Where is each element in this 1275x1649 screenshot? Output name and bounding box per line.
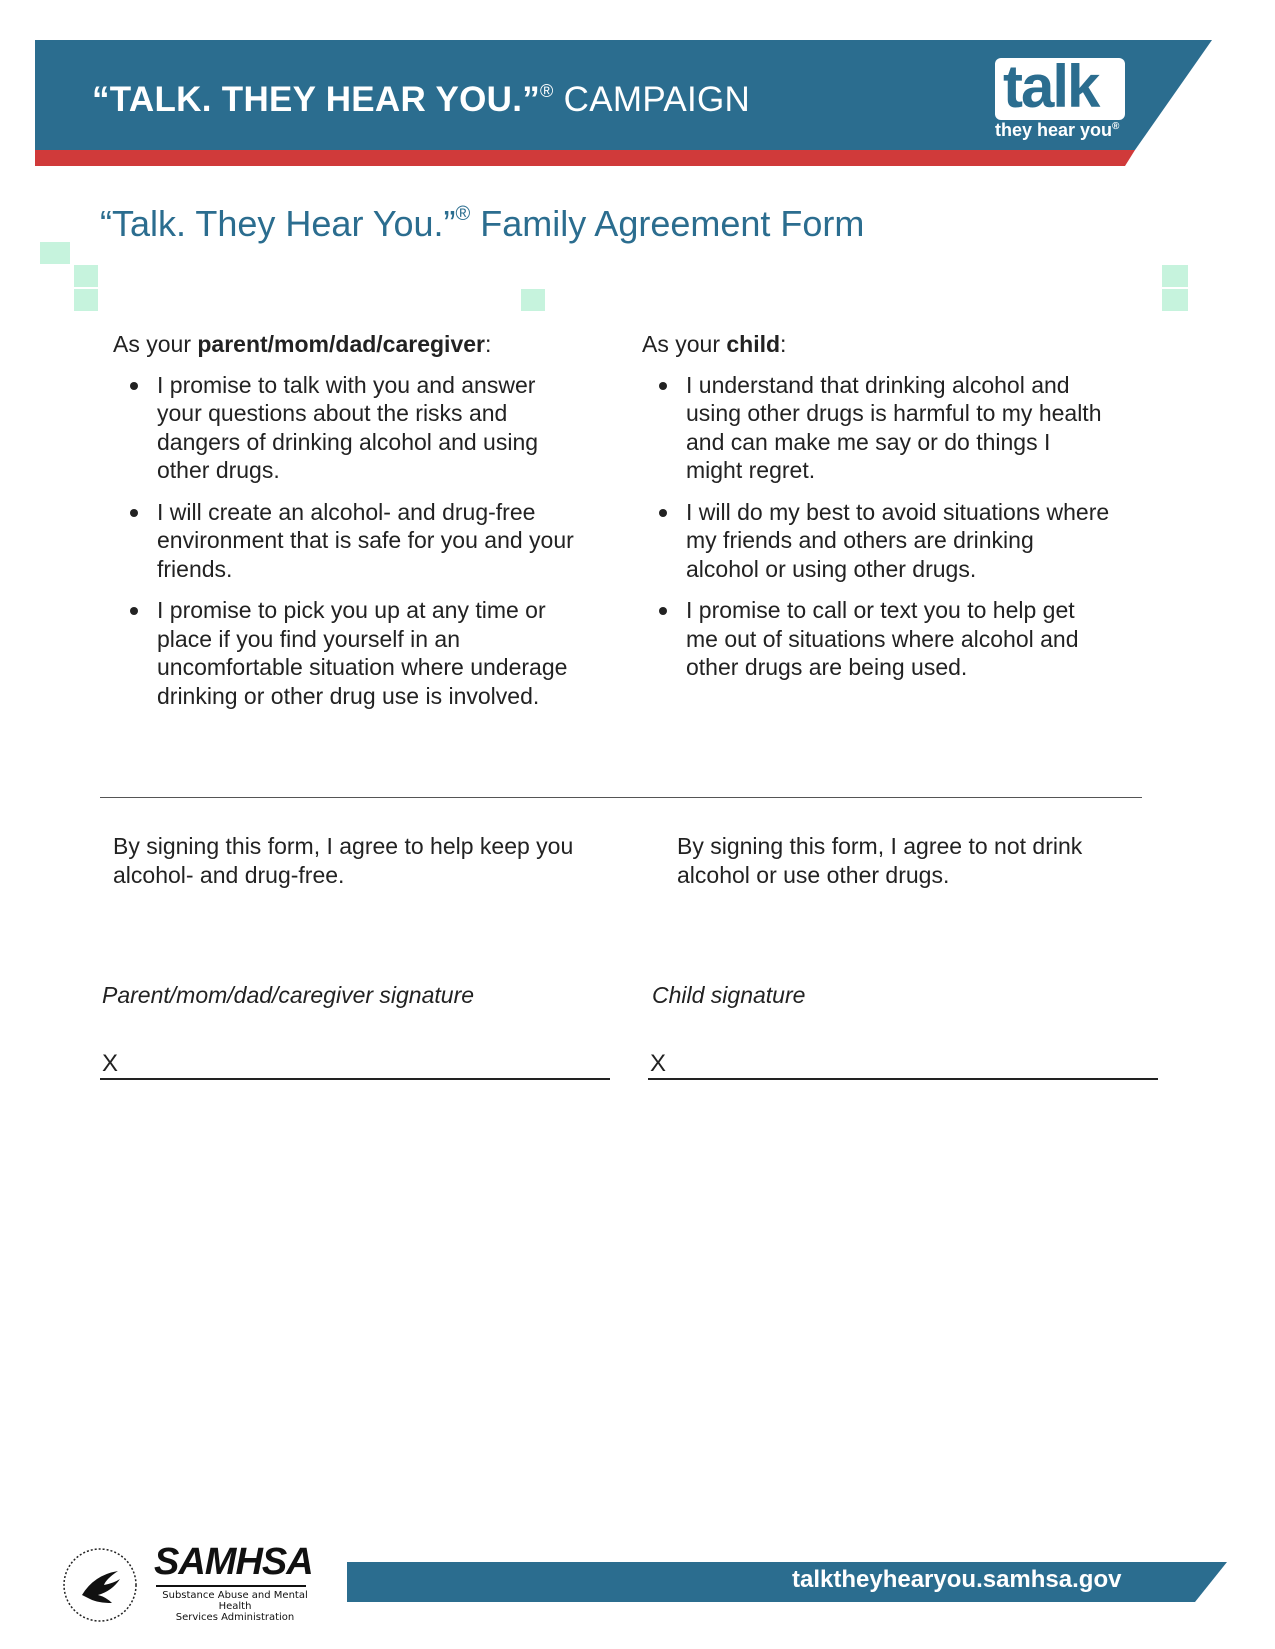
form-field-marker [1162,265,1188,287]
parent-promise-list [113,371,583,711]
section-divider [100,797,1142,798]
talk-logo-word: talk [995,58,1125,120]
child-signature-label: Child signature [652,982,806,1008]
child-signature-mark: X [650,1050,667,1077]
list-item: I promise to call or text you to help get me out of situations where alcohol and other drugs are being used. [686,596,1112,682]
website-link[interactable]: talktheyhearyou.samhsa.gov [792,1566,1122,1593]
list-item: I will do my best to avoid situations where my friends and others are drinking alcohol or using other drugs. [686,498,1112,584]
parent-signature-label: Parent/mom/dad/caregiver signature [102,982,475,1008]
list-item: I understand that drinking alcohol and using other drugs is harmful to my health and can make me say or do things I might regret. [686,371,1112,485]
samhsa-full-name: Substance Abuse and Mental Health Services Administration [162,1590,308,1623]
form-field-marker [521,289,545,311]
list-item: I will create an alcohol- and drug-free environment that is safe for you and your friends. [157,498,583,584]
form-field-marker [1162,289,1188,311]
samhsa-logo [150,1541,320,1623]
child-promise-list [642,371,1112,682]
form-field-marker [40,242,70,264]
campaign-title: “TALK. THEY HEAR YOU.”® CAMPAIGN [92,80,751,119]
form-field-marker [74,289,98,311]
list-item: I promise to talk with you and answer your questions about the risks and dangers of drinking alcohol and using other drugs. [157,371,583,485]
parent-agreement: By signing this form, I agree to help keep you alcohol- and drug-free. [113,833,574,888]
list-item: I promise to pick you up at any time or place if you find yourself in an uncomfortable situation where underage drinking or other drug use is involved. [157,596,583,710]
samhsa-wordmark: SAMHSA [154,1541,313,1583]
form-field-marker [74,265,98,287]
samhsa-rule [156,1585,306,1587]
parent-promises [113,330,583,723]
hhs-seal-icon [60,1545,140,1625]
child-promises [642,330,1112,695]
child-intro: As your child: [642,331,787,357]
talk-logo [995,53,1143,148]
parent-intro: As your parent/mom/dad/caregiver: [113,331,492,357]
child-agreement: By signing this form, I agree to not drink alcohol or use other drugs. [677,833,1083,888]
parent-signature-mark: X [102,1050,119,1077]
talk-logo-tagline: they hear you® [995,120,1120,140]
parent-signature-field[interactable] [100,1078,610,1080]
form-title: “Talk. They Hear You.”® Family Agreement Form [100,203,865,244]
child-signature-field[interactable] [648,1078,1158,1080]
